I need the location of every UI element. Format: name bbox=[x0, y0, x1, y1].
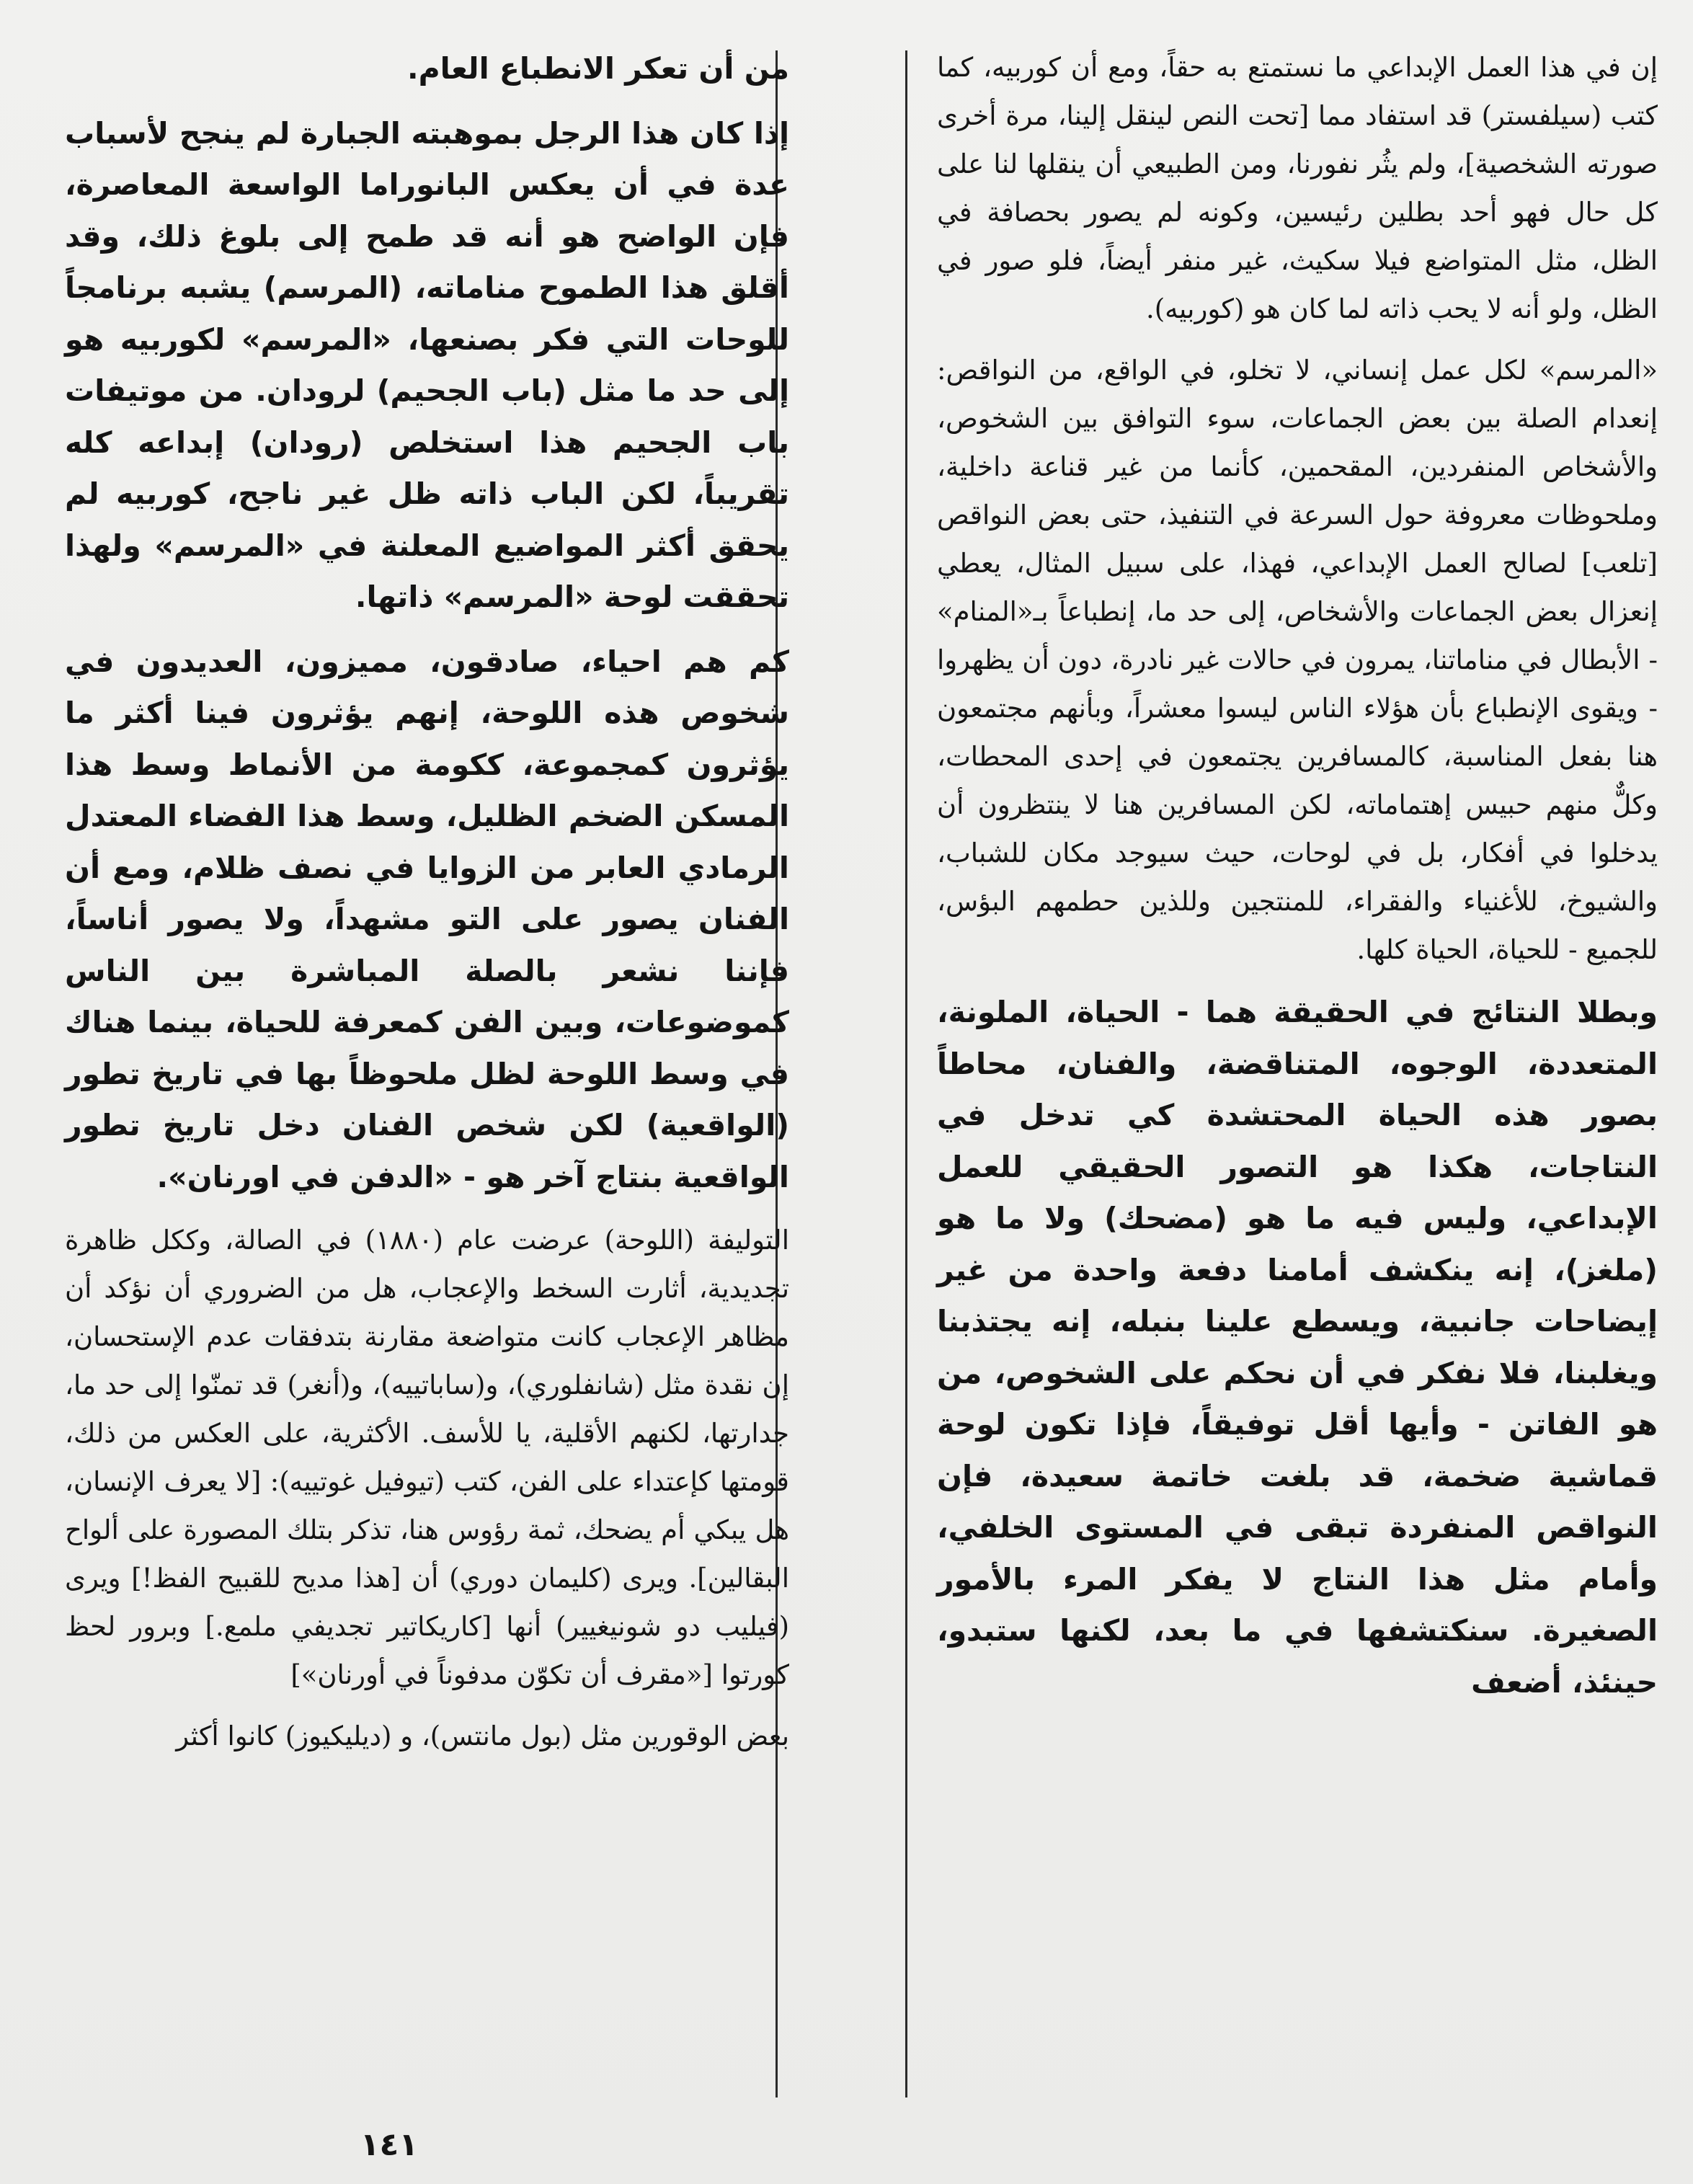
page-number: ١٤١ bbox=[360, 2126, 419, 2163]
paragraph: إذا كان هذا الرجل بموهبته الجبارة لم ينجح لأسباب عدة في أن يعكس البانوراما الواسعة المعاصرة، فإن الواضح هو أنه قد طمح إلى بلوغ ذلك، وقد أقلق هذا الطموح مناماته، (المرسم) يشبه برنامجاً للوحات التي فكر بصنعها، «المرسم» لكوربيه هو إلى حد ما مثل (باب الجحيم) لرودان. من موتيفات باب الجحيم هذا استخلص (رودان) إبداعه كله تقريباً، لكن الباب ذاته ظل غير ناجح، كوربيه لم يحقق أكثر المواضيع المعلنة في «المرسم» ولهذا تحققت لوحة «المرسم» ذاتها. bbox=[65, 115, 789, 614]
paragraph: كم هم احياء، صادقون، مميزون، العديدون في شخوص هذه اللوحة، إنهم يؤثرون فينا أكثر ما يؤثرون كمجموعة، ككومة من الأنماط وسط هذا المسكن الضخم الظليل، وسط هذا الفضاء المعتدل الرمادي العابر من الزوايا في نصف ظلام، ومع أن الفنان يصور على التو مشهداً، ولا يصور أناساً، فإننا نشعر بالصلة المباشرة بين الناس كموضوعات، وبين الفن كمعرفة للحياة، بينما هناك في وسط اللوحة لظل ملحوظاً بها في تاريخ تطور (الواقعية) لكن شخص الفنان دخل تاريخ تطور الواقعية بنتاج آخر هو - «الدفن في اورنان». bbox=[65, 644, 789, 1194]
column-divider-right bbox=[905, 50, 907, 2098]
paragraph: «المرسم» لكل عمل إنساني، لا تخلو، في الواقع، من النواقص: إنعدام الصلة بين بعض الجماعات، سوء التوافق بين الشخوص، والأشخاص المنفردين، المقحمين، كأنما من غير قناعة داخلية، وملحوظات معروفة حول السرعة في التنفيذ، حتى بعض النواقص [تلعب] لصالح العمل الإبداعي، فهذا، على سبيل المثال، يعطي إنعزال بعض الجماعات والأشخاص، إلى حد ما، إنطباعاً بـ«المنام» - الأبطال في مناماتنا، يمرون في حالات غير نادرة، دون أن يظهروا - ويقوى الإنطباع بأن هؤلاء الناس ليسوا معشراً، وبأنهم مجتمعون هنا بفعل المناسبة، كالمسافرين يجتمعون في إحدى المحطات، وكلٌّ منهم حبيس إهتماماته، لكن المسافرين هنا لا ينتظرون أن يدخلوا في أفكار، بل في لوحات، حيث سيوجد مكان للشباب، والشيوخ، للأغنياء والفقراء، للمنتجين وللذين حطمهم البؤس، للجميع - للحياة، الحياة كلها. bbox=[937, 355, 1658, 965]
paragraph: بعض الوقورين مثل (بول مانتس)، و (ديليكيوز) كانوا أكثر bbox=[176, 1721, 789, 1752]
paragraph: التوليفة (اللوحة) عرضت عام (١٨٨٠) في الصالة، وككل ظاهرة تجديدية، أثارت السخط والإعجاب، هل من الضروري أن نؤكد أن مظاهر الإعجاب كانت متواضعة مقارنة بتدفقات عدم الإستحسان، إن نقدة مثل (شانفلوري)، و(ساباتييه)، و(أنغر) قد تمنّوا إلى حد ما، جدارتها، لكنهم الأقلية، يا للأسف. الأكثرية، على العكس من ذلك، قومتها كإعتداء على الفن، كتب (تيوفيل غوتييه): [لا يعرف الإنسان، هل يبكي أم يضحك، ثمة رؤوس هنا، تذكر بتلك المصورة على ألواح البقالين]. ويرى (كليمان دوري) أن [هذا مديح للقبيح الفظ!] ويرى (فيليب دو شونيغيير) أنها [كاريكاتير تجديفي ملمع.] وبرور لحظ كورتوا [«مقرف أن تكوّن مدفوناً في أورنان»] bbox=[65, 1225, 789, 1690]
paragraph: وبطلا النتائج في الحقيقة هما - الحياة، الملونة، المتعددة، الوجوه، المتناقضة، والفنان، محاطاً بصور هذه الحياة المحتشدة كي تدخل في النتاجات، هكذا هو التصور الحقيقي للعمل الإبداعي، وليس فيه ما هو (مضحك) ولا ما هو (ملغز)، إنه ينكشف أمامنا دفعة واحدة من غير إيضاحات جانبية، ويسطع علينا بنبله، إنه يجتذبنا ويغلبنا، فلا نفكر في أن نحكم على الشخوص، من هو الفاتن - وأيها أقل توفيقاً، فإذا تكون لوحة قماشية ضخمة، قد بلغت خاتمة سعيدة، فإن النواقص المنفردة تبقى في المستوى الخلفي، وأمام مثل هذا النتاج لا يفكر المرء بالأمور الصغيرة. سنكتشفها في ما بعد، لكنها ستبدو، حينئذ، أضعف bbox=[937, 995, 1658, 1700]
right-text-column bbox=[937, 43, 1658, 1721]
paragraph: من أن تعكر الانطباع العام. bbox=[407, 51, 789, 86]
paragraph: إن في هذا العمل الإبداعي ما نستمتع به حقاً، ومع أن كوربيه، كما كتب (سيلفستر) قد استفاد مما [تحت النص لينقل إلينا، مرة أخرى صورته الشخصية]، ولم يثُر نفورنا، ومن الطبيعي أن ينقلها لنا على كل حال فهو أحد بطلين رئيسين، وكونه لم يصور بحصافة في الظل، مثل المتواضع فيلا سكيث، غير منفر أيضاً، فلو صور في الظل، ولو أنه لا يحب ذاته لما كان هو (كوربيه). bbox=[937, 52, 1658, 324]
left-text-column bbox=[65, 43, 789, 1773]
